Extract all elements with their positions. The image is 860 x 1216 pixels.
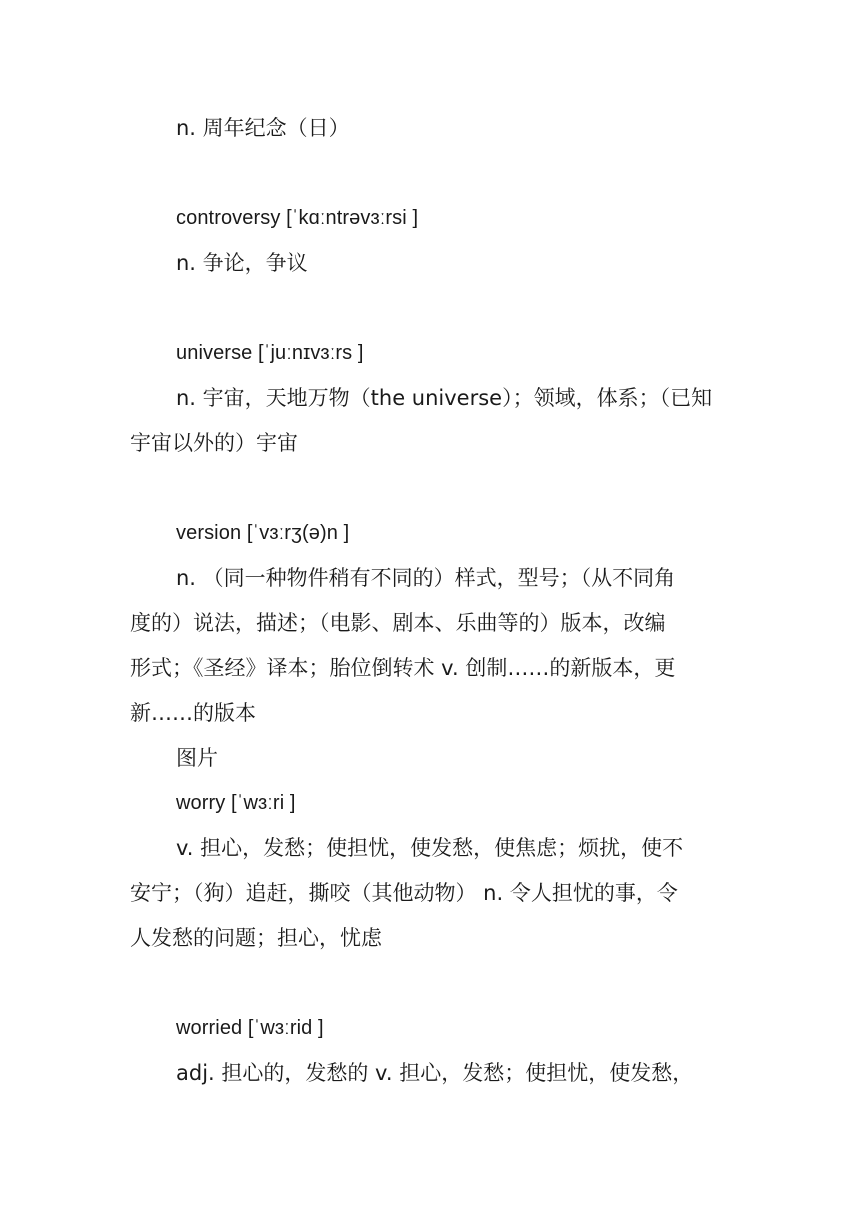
headword-worry: worry [ˈwɜːri ] (176, 792, 296, 814)
headword-worried: worried [ˈwɜːrid ] (176, 1017, 324, 1039)
definition-universe-line-1: n. 宇宙，天地万物（the universe）；领域，体系；（已知 (176, 386, 713, 410)
definition-version-line-4: 新……的版本 (130, 701, 256, 725)
definition-version-line-3: 形式；《圣经》译本；胎位倒转术 v. 创制……的新版本，更 (130, 656, 676, 680)
headword-controversy: controversy [ˈkɑːntrəvɜːrsi ] (176, 207, 419, 229)
definition-anniversary: n. 周年纪念（日） (176, 116, 350, 140)
headword-version: version [ˈvɜːrʒ(ə)n ] (176, 522, 350, 544)
definition-worry-line-1: v. 担心，发愁；使担忧，使发愁，使焦虑；烦扰，使不 (176, 836, 684, 860)
definition-worry-line-2: 安宁；（狗）追赶，撕咬（其他动物） n. 令人担忧的事，令 (130, 881, 678, 905)
image-placeholder-label: 图片 (176, 746, 218, 770)
definition-worry-line-3: 人发愁的问题；担心，忧虑 (130, 926, 382, 950)
definition-controversy: n. 争论，争议 (176, 251, 308, 275)
headword-universe: universe [ˈjuːnɪvɜːrs ] (176, 342, 364, 364)
definition-worried-line-1: adj. 担心的，发愁的 v. 担心，发愁；使担忧，使发愁， (176, 1061, 694, 1085)
definition-version-line-1: n. （同一种物件稍有不同的）样式，型号；（从不同角 (176, 566, 676, 590)
definition-universe-line-2: 宇宙以外的）宇宙 (130, 431, 298, 455)
definition-version-line-2: 度的）说法，描述；（电影、剧本、乐曲等的）版本，改编 (130, 611, 666, 635)
